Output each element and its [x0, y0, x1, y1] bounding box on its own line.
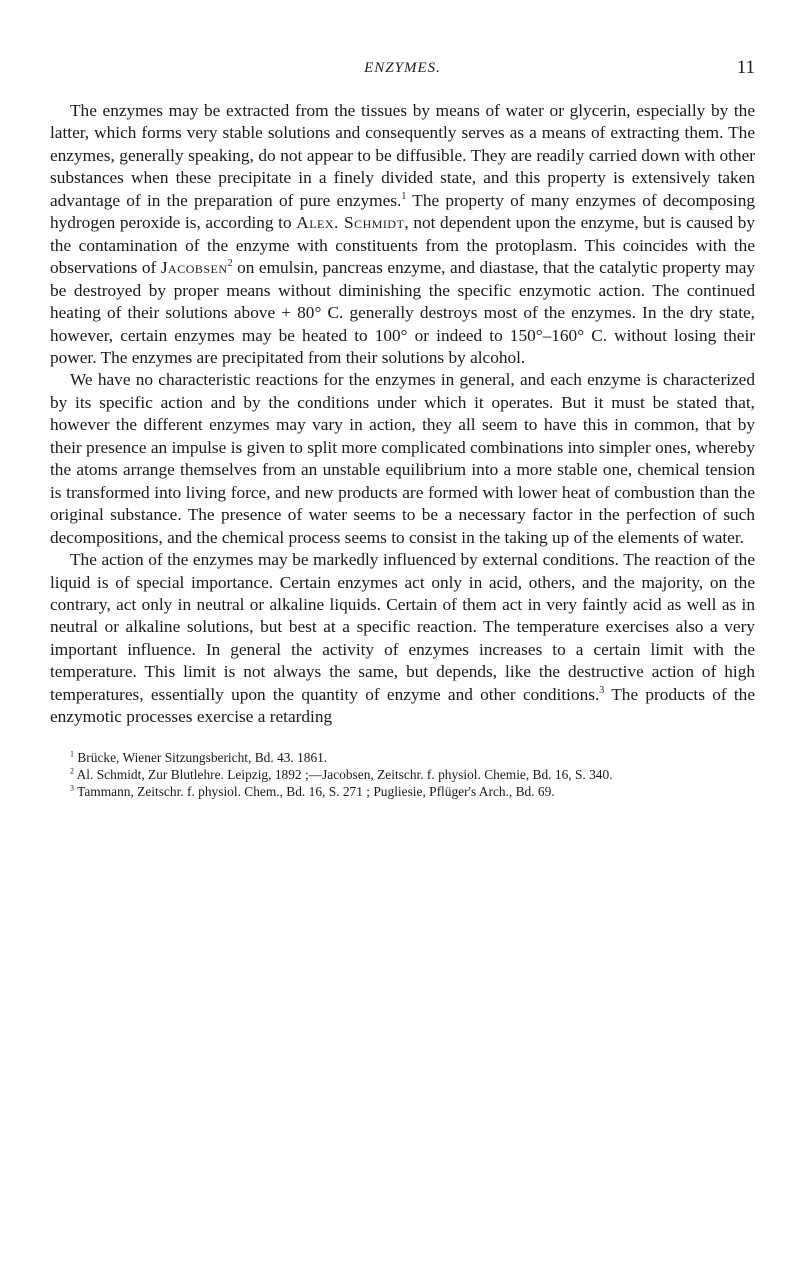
footnote-ref: 2	[227, 258, 233, 270]
paragraph-3	[50, 549, 755, 729]
footnote-ref: 1	[401, 191, 407, 203]
book-page	[50, 0, 755, 1261]
page-number: 11	[736, 57, 755, 78]
running-head-title: ENZYMES.	[364, 60, 441, 76]
footnote	[50, 766, 755, 783]
footnote-mark: 2	[70, 766, 74, 776]
footnote	[50, 783, 755, 800]
author-name: Alex. Schmidt	[296, 213, 405, 233]
running-head	[50, 50, 755, 90]
footnote-mark: 1	[70, 749, 74, 759]
footnote-text: Al. Schmidt, Zur Blutlehre. Leipzig, 1892 ;—Jacobsen, Zeitschr. f. physiol. Chemie, Bd. 16, S. 340.	[76, 766, 613, 782]
paragraph-text: The action of the enzymes may be markedly influenced by external conditions. The reaction of the liquid is of special importance. Certain enzymes act only in acid, others, and the majority, on the contrary, act only in neutral or alkaline liquids. Certain of them act in very faintly acid as well as in neutral or alkaline solutions, but best at a specific reaction. The temperature exercises also a very important influence. In general the activity of enzymes increases to a certain limit with the temperature. This limit is not always the same, but depends, like the destructive action of high temperatures, essentially upon the quantity of enzyme and other conditions.	[50, 550, 755, 704]
paragraph-text: The products of the enzymotic processes exercise a retarding	[50, 684, 755, 727]
paragraph-text: The enzymes may be extracted from the tissues by means of water or glycerin, especially by the latter, which forms very stable solutions and consequently serves as a means of extracting them. The enzymes, generally speaking, do not appear to be diffusible. They are readily carried down with other substances when these precipitate in a finely divided state, and this property is extensively taken advantage of in the preparation of pure enzymes.	[50, 101, 755, 210]
footnote-mark: 3	[70, 783, 74, 793]
footnote-text: Brücke, Wiener Sitzungsbericht, Bd. 43. 1861.	[77, 749, 328, 765]
paragraph-text: , not dependent upon the enzyme, but is caused by the contamination of the enzyme with constituents from the protoplasm. This coincides with the observations of	[50, 213, 756, 278]
author-name: Jacobsen	[160, 258, 228, 278]
footnotes	[50, 749, 755, 800]
paragraph-text: on emulsin, pancreas enzyme, and diastase, that the catalytic property may be destroyed by proper means without diminishing the specific enzymotic action. The continued heating of their solutions above + 80° C. generally destroys most of the enzymes. In the dry state, however, certain enzymes may be heated to 100° or indeed to 150°–160° C. without losing their power. The enzymes are precipitated from their solutions by alcohol.	[50, 258, 756, 367]
paragraph-text: The property of many enzymes of decomposing hydrogen peroxide is, according to	[50, 190, 755, 233]
paragraph-1	[50, 100, 755, 369]
paragraph-2	[50, 369, 755, 549]
footnote-ref: 3	[599, 685, 605, 697]
footnote-text: Tammann, Zeitschr. f. physiol. Chem., Bd. 16, S. 271 ; Pugliesie, Pflüger's Arch., Bd. 69.	[77, 783, 555, 799]
footnote	[50, 749, 755, 766]
body-text	[50, 100, 755, 729]
paragraph-text: We have no characteristic reactions for the enzymes in general, and each enzyme is characterized by its specific action and by the conditions under which it operates. But it must be stated that, however the different enzymes may vary in action, they all seem to have this in common, that by their presence an impulse is given to split more complicated combinations into simpler ones, whereby the atoms arrange themselves from an unstable equilibrium into a more stable one, chemical tension is transformed into living force, and new products are formed with lower heat of combustion than the original substance. The presence of water seems to be a necessary factor in the perfection of such decompositions, and the chemical process seems to consist in the taking up of the elements of water.	[50, 370, 755, 547]
